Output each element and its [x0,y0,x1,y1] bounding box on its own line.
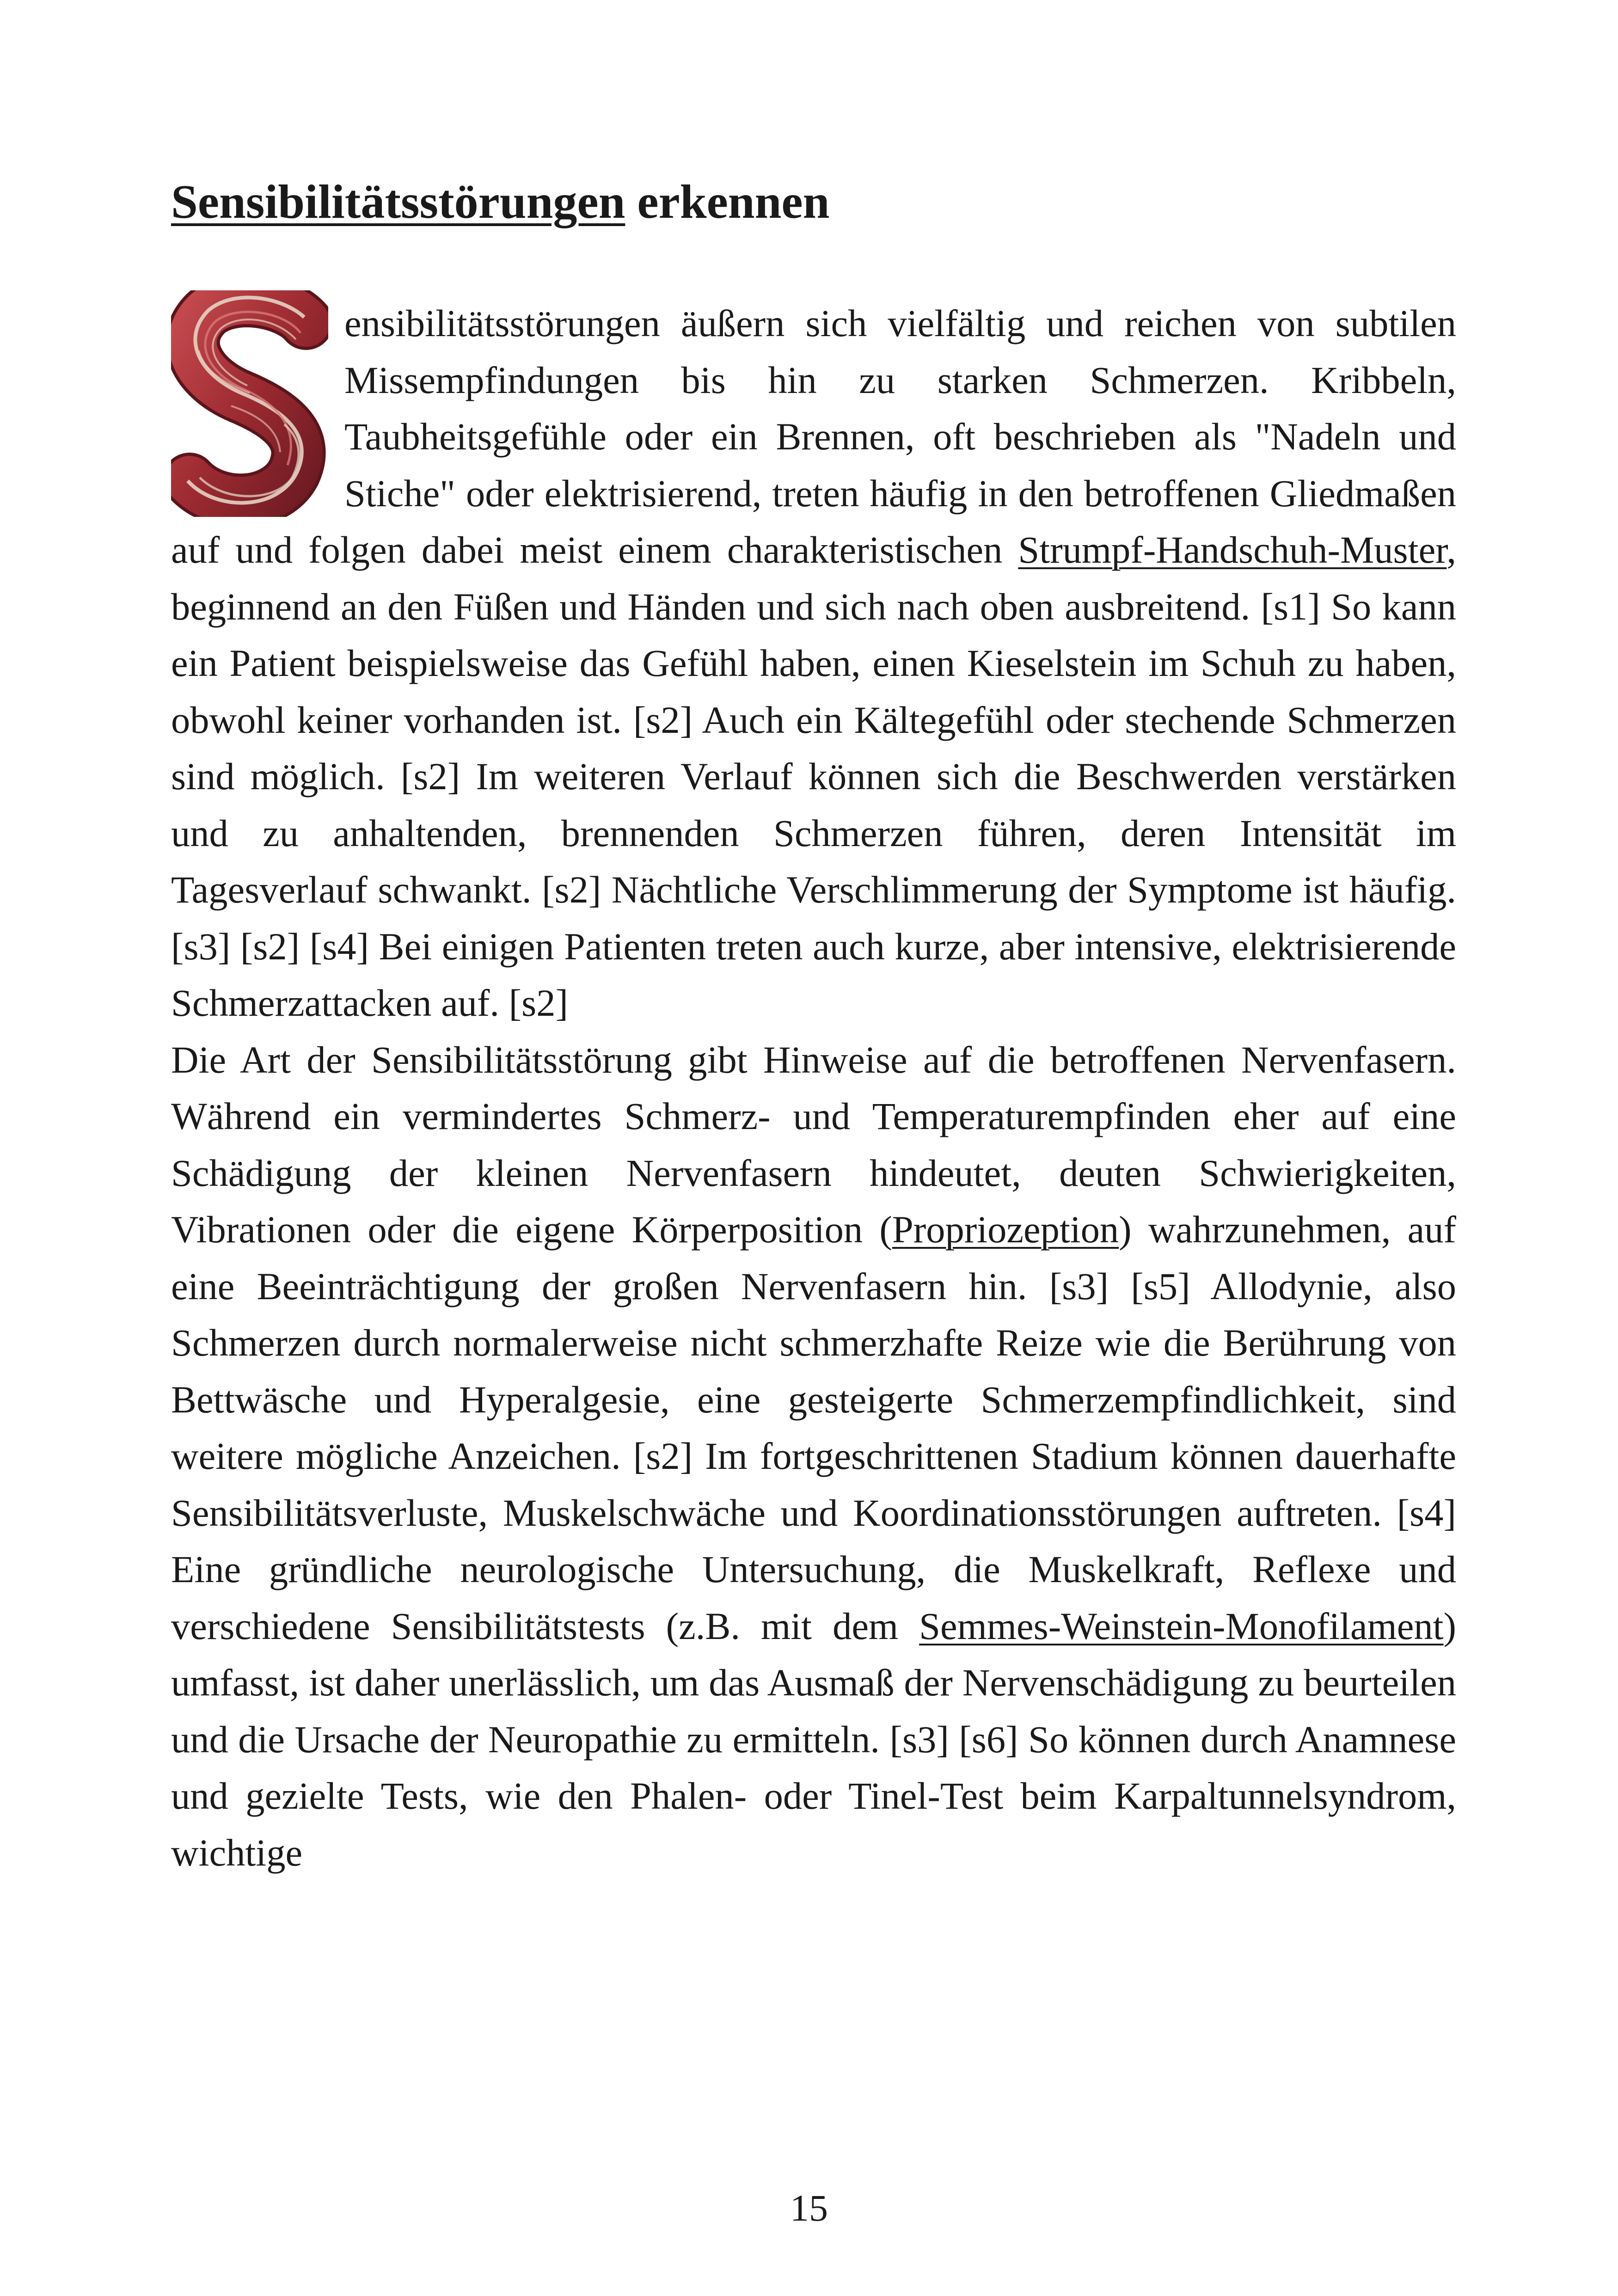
paragraph-2-text-c: ) umfasst, ist daher unerlässlich, um das Ausmaß der Nervenschädigung zu beurteilen und die Ursache der Neuropathie zu ermitteln. [s3] [s6] So können durch Anamnese und gezielte Tests, wie den Phalen- oder Tinel-Test beim Karpaltunnelsyndrom, wichtige [171,1604,1456,1874]
page-number: 15 [790,2187,828,2229]
paragraph-2 [171,1031,1456,1881]
body-text [171,295,1456,1881]
paragraph-1-text-a: ensibilitätsstörungen äußern sich vielfältig und reichen von subtilen Missempfindungen bis hin zu starken Schmerzen. Kribbeln, Taubheitsgefühle oder ein Brennen, oft beschrieben als "Nadeln und Stiche" oder elektrisierend, treten häufig in den betroffenen Gliedmaßen auf und folgen dabei meist einem charakteristischen [171,302,1456,571]
link-propriozeption[interactable]: Propriozeption [892,1208,1119,1251]
title-keyword: Sensibilitätsstörungen [171,175,625,228]
link-semmes-weinstein-monofilament[interactable]: Semmes-Weinstein-Monofilament [919,1604,1444,1647]
paragraph-1 [171,295,1456,1031]
paragraph-2-text-b: ) wahrzunehmen, auf eine Beeinträchtigung der großen Nervenfasern hin. [s3] [s5] Allodynie, also Schmerzen durch normalerweise nicht schmerzhafte Reize wie die Berührung von Bettwäsche und Hyperalgesie, eine gesteigerte Schmerzempfindlichkeit, sind weitere mögliche Anzeichen. [s2] Im fortgeschrittenen Stadium können dauerhafte Sensibilitätsverluste, Muskelschwäche und Koordinationsstörungen auftreten. [s4] Eine gründliche neurologische Untersuchung, die Muskelkraft, Reflexe und verschiedene Sensibilitätstests (z.B. mit dem [171,1208,1456,1647]
paragraph-2-text-a: Die Art der Sensibilitätsstörung gibt Hinweise auf die betroffenen Nervenfasern. Während ein vermindertes Schmerz- und Temperaturempfinden eher auf eine Schädigung der kleinen Nervenfasern hindeutet, deuten Schwierigkeiten, Vibrationen oder die eigene Körperposition ( [171,1038,1456,1251]
page-title [171,173,829,231]
title-rest: erkennen [625,175,830,228]
link-strumpf-handschuh-muster[interactable]: Strumpf-Handschuh-Muster [1018,528,1447,571]
paragraph-1-text-b: , beginnend an den Füßen und Händen und sich nach oben ausbreitend. [s1] So kann ein Patient beispielsweise das Gefühl haben, einen Kieselstein im Schuh zu haben, obwohl keiner vorhanden ist. [s2] Auch ein Kältegefühl oder stechende Schmerzen sind möglich. [s2] Im weiteren Verlauf können sich die Beschwerden verstärken und zu anhaltenden, brennenden Schmerzen führen, deren Intensität im Tagesverlauf schwankt. [s2] Nächtliche Verschlimmerung der Symptome ist häufig. [s3] [s2] [s4] Bei einigen Patienten treten auch kurze, aber intensive, elektrisierende Schmerzattacken auf. [s2] [171,528,1456,1024]
dropcap-s-muscle-illustration [171,290,328,517]
